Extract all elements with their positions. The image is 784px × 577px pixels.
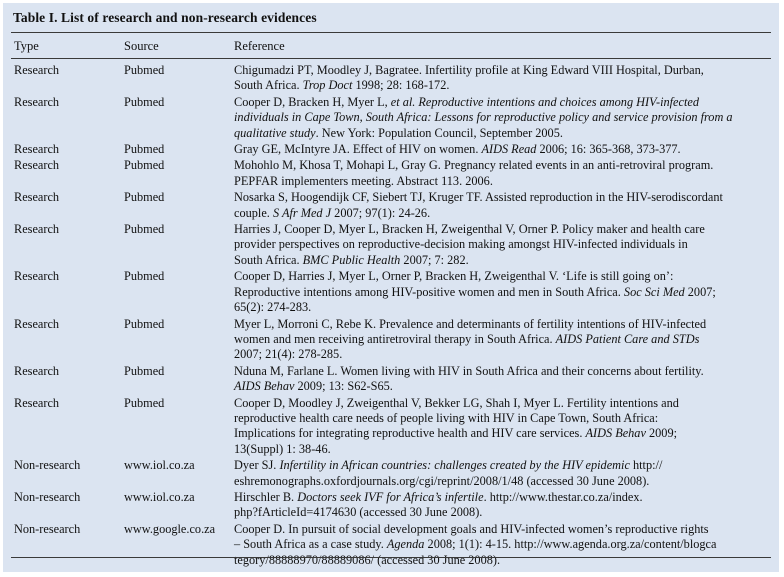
bottom-rule (11, 557, 771, 558)
table-row (3, 221, 779, 268)
reference-text: – South Africa as a case study. (234, 537, 387, 552)
reference-line (234, 237, 769, 252)
reference-text: provider perspectives on reproductive-decision making amongst HIV-infected individuals in (234, 237, 688, 252)
reference-text: Harries J, Cooper D, Myer L, Bracken H, Zweigenthal V, Orner P. Policy maker and health care (234, 222, 705, 237)
reference-text: 2006; 16: 365-368, 373-377. (536, 142, 681, 157)
reference-text: reproductive health care needs of people living with HIV in Cape Town, South Africa: (234, 410, 659, 425)
reference-italic-text: BMC Public Health (302, 252, 401, 267)
cell-type: Non-research (14, 458, 81, 473)
table-caption: Table I. List of research and non-research evidences (13, 10, 317, 25)
cell-type: Non-research (14, 489, 81, 504)
reference-italic-text: et al. Reproductive intentions and choices among HIV-infected (390, 94, 700, 109)
reference-text: PEPFAR implementers meeting. Abstract 113. 2006. (234, 173, 493, 188)
cell-type: Research (14, 94, 60, 109)
reference-text: . http://www.thestar.co.za/index. (483, 489, 643, 504)
reference-line (234, 537, 769, 552)
table-body (3, 62, 779, 568)
cell-reference (234, 489, 769, 521)
reference-line (234, 126, 769, 141)
reference-text: 2007; 97(1): 24-26. (331, 205, 431, 220)
reference-text: couple. (234, 205, 273, 220)
reference-line (234, 269, 769, 284)
reference-text: Dyer SJ. (234, 458, 280, 473)
reference-text: Mohohlo M, Khosa T, Mohapi L, Gray G. Pregnancy related events in an anti-retroviral program. (234, 158, 714, 173)
cell-source: Pubmed (124, 190, 165, 205)
cell-type: Research (14, 395, 60, 410)
cell-source: www.iol.co.za (124, 458, 195, 473)
header-source: Source (124, 39, 159, 53)
header-type: Type (14, 39, 39, 53)
reference-line (234, 364, 769, 379)
reference-line (234, 522, 769, 537)
table-row (3, 395, 779, 458)
table-row (3, 157, 779, 189)
reference-line (234, 458, 769, 473)
cell-reference (234, 62, 769, 94)
table-row (3, 521, 779, 568)
reference-line (234, 332, 769, 347)
cell-source: www.iol.co.za (124, 489, 195, 504)
cell-reference (234, 363, 769, 395)
reference-line (234, 142, 769, 157)
cell-type: Research (14, 158, 60, 173)
reference-italic-text: qualitative study (234, 125, 316, 140)
reference-italic-text: AIDS Patient Care and STDs (555, 331, 700, 346)
cell-reference (234, 395, 769, 458)
cell-reference (234, 221, 769, 268)
reference-text: 1998; 28: 168-172. (352, 78, 450, 93)
reference-line (234, 317, 769, 332)
header-rule (11, 58, 771, 59)
reference-line (234, 78, 769, 93)
reference-italic-text: S Afr Med J (272, 205, 332, 220)
header-reference: Reference (234, 39, 285, 53)
reference-text: 2009; 13: S62-S65. (294, 379, 393, 394)
reference-text: Cooper D. In pursuit of social development goals and HIV-infected women’s reproductive rights (234, 521, 709, 536)
cell-type: Research (14, 222, 60, 237)
reference-line (234, 158, 769, 173)
cell-type: Research (14, 190, 60, 205)
cell-source: Pubmed (124, 269, 165, 284)
reference-text: Chigumadzi PT, Moodley J, Bagratee. Infertility profile at King Edward VIII Hospital, Durban, (234, 63, 704, 77)
reference-text: http:// (629, 458, 663, 473)
table-row (3, 94, 779, 141)
cell-type: Research (14, 142, 60, 157)
table-row (3, 268, 779, 315)
reference-text: 2007; (684, 284, 716, 299)
cell-source: Pubmed (124, 316, 165, 331)
reference-italic-text: individuals in Cape Town, South Africa: Lessons for reproductive policy and service provision from a (234, 110, 733, 125)
cell-type: Non-research (14, 521, 81, 536)
reference-line (234, 63, 769, 78)
cell-source: Pubmed (124, 63, 165, 77)
evidence-table (3, 3, 779, 572)
reference-line (234, 553, 769, 568)
table-row (3, 457, 779, 489)
table-row (3, 489, 779, 521)
table-row (3, 189, 779, 221)
reference-line (234, 411, 769, 426)
reference-text: Cooper D, Harries J, Myer L, Orner P, Bracken H, Zweigenthal V. ‘Life is still going on’: (234, 269, 674, 284)
reference-text: Gray GE, McIntyre JA. Effect of HIV on women. (234, 142, 482, 157)
table-row (3, 62, 779, 94)
reference-text: South Africa. (234, 252, 303, 267)
top-rule (11, 32, 771, 33)
reference-italic-text: Trop Doct (302, 78, 353, 93)
reference-line (234, 110, 769, 125)
reference-italic-text: AIDS Behav (234, 379, 295, 394)
reference-text: eshremonographs.oxfordjournals.org/cgi/reprint/2008/1/48 (accessed 30 June 2008). (234, 473, 650, 488)
reference-line (234, 396, 769, 411)
reference-text: Cooper D, Bracken H, Myer L, (234, 94, 391, 109)
reference-line (234, 474, 769, 489)
cell-source: Pubmed (124, 94, 165, 109)
reference-text: 2008; 1(1): 4-15. http://www.agenda.org.za/content/blogca (424, 537, 717, 552)
cell-type: Research (14, 269, 60, 284)
cell-reference (234, 316, 769, 363)
cell-reference (234, 457, 769, 489)
reference-text: Myer L, Morroni C, Rebe K. Prevalence and determinants of fertility intentions of HIV-infected (234, 316, 707, 331)
reference-italic-text: AIDS Read (481, 142, 537, 157)
reference-line (234, 426, 769, 441)
reference-text: 2009; (645, 426, 678, 441)
reference-text: women and men receiving antiretroviral therapy in South Africa. (234, 331, 556, 346)
reference-italic-text: AIDS Behav (585, 426, 646, 441)
reference-text: Implications for integrating reproductive health and HIV care services. (234, 426, 586, 441)
reference-italic-text: Doctors seek IVF for Africa’s infertile (297, 489, 484, 504)
reference-line (234, 300, 769, 315)
reference-text: 2007; 21(4): 278-285. (234, 347, 343, 362)
cell-reference (234, 157, 769, 189)
table-row (3, 316, 779, 363)
reference-line (234, 285, 769, 300)
cell-type: Research (14, 316, 60, 331)
reference-line (234, 253, 769, 268)
reference-text: Reproductive intentions among HIV-positive women and men in South Africa. (234, 284, 624, 299)
reference-line (234, 95, 769, 110)
reference-text: South Africa. (234, 78, 303, 93)
reference-text: Hirschler B. (234, 489, 298, 504)
cell-reference (234, 521, 769, 568)
reference-text: Nosarka S, Hoogendijk CF, Siebert TJ, Kruger TF. Assisted reproduction in the HIV-serodiscordant (234, 190, 723, 205)
reference-line (234, 442, 769, 457)
table-row (3, 141, 779, 157)
reference-text: php?fArticleId=4174630 (accessed 30 June 2008). (234, 505, 483, 520)
cell-reference (234, 189, 769, 221)
reference-text: 2007; 7: 282. (400, 252, 469, 267)
reference-italic-text: Infertility in African countries: challenges created by the HIV epidemic (279, 458, 630, 473)
reference-line (234, 190, 769, 205)
cell-source: www.google.co.za (124, 521, 216, 536)
reference-line (234, 379, 769, 394)
reference-text: Cooper D, Moodley J, Zweigenthal V, Bekker LG, Shah I, Myer L. Fertility intentions and (234, 395, 679, 410)
reference-line (234, 206, 769, 221)
table-row (3, 363, 779, 395)
cell-source: Pubmed (124, 222, 165, 237)
reference-line (234, 174, 769, 189)
reference-line (234, 222, 769, 237)
cell-reference (234, 268, 769, 315)
reference-text: 65(2): 274-283. (234, 300, 312, 315)
cell-type: Research (14, 363, 60, 378)
reference-italic-text: Agenda (386, 537, 425, 552)
cell-reference (234, 141, 769, 157)
cell-source: Pubmed (124, 395, 165, 410)
reference-text: Nduna M, Farlane L. Women living with HIV in South Africa and their concerns about fertility. (234, 363, 704, 378)
reference-text: tegory/88888970/88889086/ (accessed 30 June 2008). (234, 552, 501, 567)
cell-reference (234, 94, 769, 141)
reference-text: . New York: Population Council, September 2005. (315, 125, 563, 140)
reference-line (234, 505, 769, 520)
cell-type: Research (14, 63, 60, 77)
cell-source: Pubmed (124, 142, 165, 157)
reference-line (234, 490, 769, 505)
reference-text: 13(Suppl) 1: 38-46. (234, 441, 331, 456)
reference-italic-text: Soc Sci Med (623, 284, 685, 299)
cell-source: Pubmed (124, 363, 165, 378)
cell-source: Pubmed (124, 158, 165, 173)
reference-line (234, 347, 769, 362)
